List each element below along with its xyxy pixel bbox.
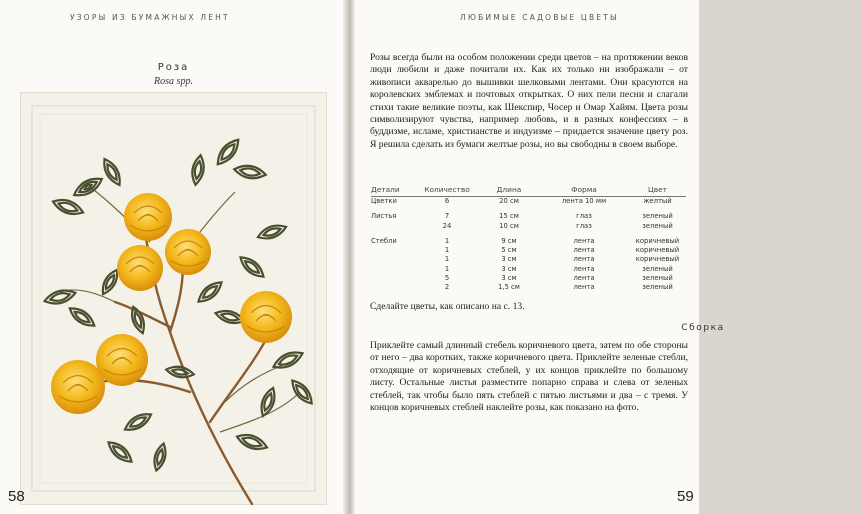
cell-color: зеленый bbox=[642, 221, 673, 230]
cell-length: 20 см bbox=[499, 197, 519, 205]
cell-part bbox=[371, 274, 415, 283]
intro-paragraph: Розы всегда были на особом положении среди цветов – на протяжении веков люди любили и даже почитали их. Как их только ни изображали – от живописи акварелью до вышивки шелковыми лентами. Они красуются на королевских эмблемах и почтовых открытках. О них пели песни и слагали стихи такие великие поэты, как Шекспир, Чосер и Омар Хайям. Цвета розы символизируют чувства, например любовь, и в разных конфессиях – в буддизме, исламе, христианстве и индуизме – придается значение цвету роз. Я решила сделать из бумаги желтые розы, но вы свободны в своем выборе. bbox=[370, 52, 688, 150]
table-row bbox=[371, 255, 686, 264]
table-row bbox=[371, 246, 686, 255]
cell-color: коричневый bbox=[635, 236, 680, 245]
reference-line: Сделайте цветы, как описано на с. 13. bbox=[370, 301, 525, 312]
cell-shape: лента bbox=[573, 246, 595, 255]
cell-shape: лента bbox=[573, 255, 595, 264]
cell-shape: лента bbox=[573, 274, 595, 283]
cell-color: желтый bbox=[643, 197, 672, 205]
cell-shape: глаз bbox=[576, 221, 592, 230]
cell-quantity: 6 bbox=[444, 197, 450, 205]
col-header-quantity: Количество bbox=[415, 185, 479, 197]
cell-part bbox=[371, 255, 415, 264]
running-head-right: ЛЮБИМЫЕ САДОВЫЕ ЦВЕТЫ bbox=[460, 13, 619, 22]
book-gutter bbox=[343, 0, 355, 514]
left-page bbox=[0, 0, 347, 514]
cell-part: Цветки bbox=[371, 197, 397, 205]
materials-table bbox=[371, 185, 686, 293]
col-header-color: Цвет bbox=[629, 185, 686, 197]
cell-quantity: 24 bbox=[442, 221, 452, 230]
cell-part bbox=[371, 283, 415, 292]
rose-quilling-photo bbox=[20, 92, 327, 505]
rose bbox=[240, 291, 292, 343]
cell-quantity: 1 bbox=[444, 246, 450, 255]
cell-shape: лента bbox=[573, 236, 595, 245]
rose bbox=[51, 360, 105, 414]
cell-quantity: 5 bbox=[444, 274, 450, 283]
cell-part bbox=[371, 246, 415, 255]
table-row bbox=[371, 283, 686, 292]
cell-color: зеленый bbox=[642, 264, 673, 273]
cell-length: 3 см bbox=[501, 264, 517, 273]
assembly-heading: Сборка bbox=[681, 323, 725, 333]
cell-shape: лента 10 мм bbox=[561, 197, 607, 205]
running-head-left: УЗОРЫ ИЗ БУМАЖНЫХ ЛЕНТ bbox=[70, 13, 230, 22]
table-row bbox=[371, 237, 686, 246]
table-row bbox=[371, 265, 686, 274]
cell-quantity: 2 bbox=[444, 283, 450, 292]
col-header-shape: Форма bbox=[539, 185, 629, 197]
cell-length: 10 см bbox=[499, 221, 519, 230]
cell-color: зеленый bbox=[642, 283, 673, 292]
table-row bbox=[371, 197, 686, 207]
roses bbox=[51, 193, 292, 414]
cell-shape: лента bbox=[573, 264, 595, 273]
col-header-length: Длина bbox=[479, 185, 539, 197]
table-row bbox=[371, 274, 686, 283]
cell-part bbox=[371, 222, 415, 231]
page-number-left: 58 bbox=[8, 488, 25, 505]
table-header-row bbox=[371, 185, 686, 197]
cell-color: коричневый bbox=[635, 246, 680, 255]
rose bbox=[165, 229, 211, 275]
rose-quilling-illustration bbox=[20, 92, 327, 505]
cell-length: 3 см bbox=[501, 255, 517, 264]
cell-shape: глаз bbox=[576, 212, 592, 221]
cell-part: Листья bbox=[371, 212, 397, 221]
cell-color: зеленый bbox=[642, 274, 673, 283]
cell-length: 9 см bbox=[501, 236, 517, 245]
cell-quantity: 1 bbox=[444, 236, 450, 245]
cell-quantity: 1 bbox=[444, 264, 450, 273]
cell-length: 1,5 см bbox=[498, 283, 520, 292]
rose bbox=[96, 334, 148, 386]
cell-color: коричневый bbox=[635, 255, 680, 264]
table-body bbox=[371, 197, 686, 293]
cell-length: 5 см bbox=[501, 246, 517, 255]
assembly-paragraph: Приклейте самый длинный стебель коричневого цвета, затем по обе стороны от него – два коротких, также коричневого цвета. Приклейте зеленые стебли, отходящие от коричневых стеблей, у их концов приклейте по большому листу. Остальные листья разместите попарно справа и слева от зеленых стеблей, так чтобы было пять стеблей с пятью листьями и два – с тремя. У концов коричневых стеблей наклейте розы, как показано на фото. bbox=[370, 340, 688, 414]
table-row bbox=[371, 212, 686, 221]
cell-quantity: 1 bbox=[444, 255, 450, 264]
rose bbox=[117, 245, 163, 291]
cell-part bbox=[371, 265, 415, 274]
cell-quantity: 7 bbox=[444, 212, 450, 221]
col-header-part: Детали bbox=[371, 185, 415, 197]
cell-shape: лента bbox=[573, 283, 595, 292]
cell-color: зеленый bbox=[642, 212, 673, 221]
latin-name: Rosa spp. bbox=[154, 76, 193, 87]
table-row bbox=[371, 222, 686, 231]
page-number-right: 59 bbox=[677, 488, 694, 505]
cell-length: 15 см bbox=[499, 212, 519, 221]
cell-part: Стебли bbox=[371, 236, 397, 245]
page-title: Роза bbox=[157, 62, 190, 73]
rose bbox=[124, 193, 172, 241]
cell-length: 3 см bbox=[501, 274, 517, 283]
